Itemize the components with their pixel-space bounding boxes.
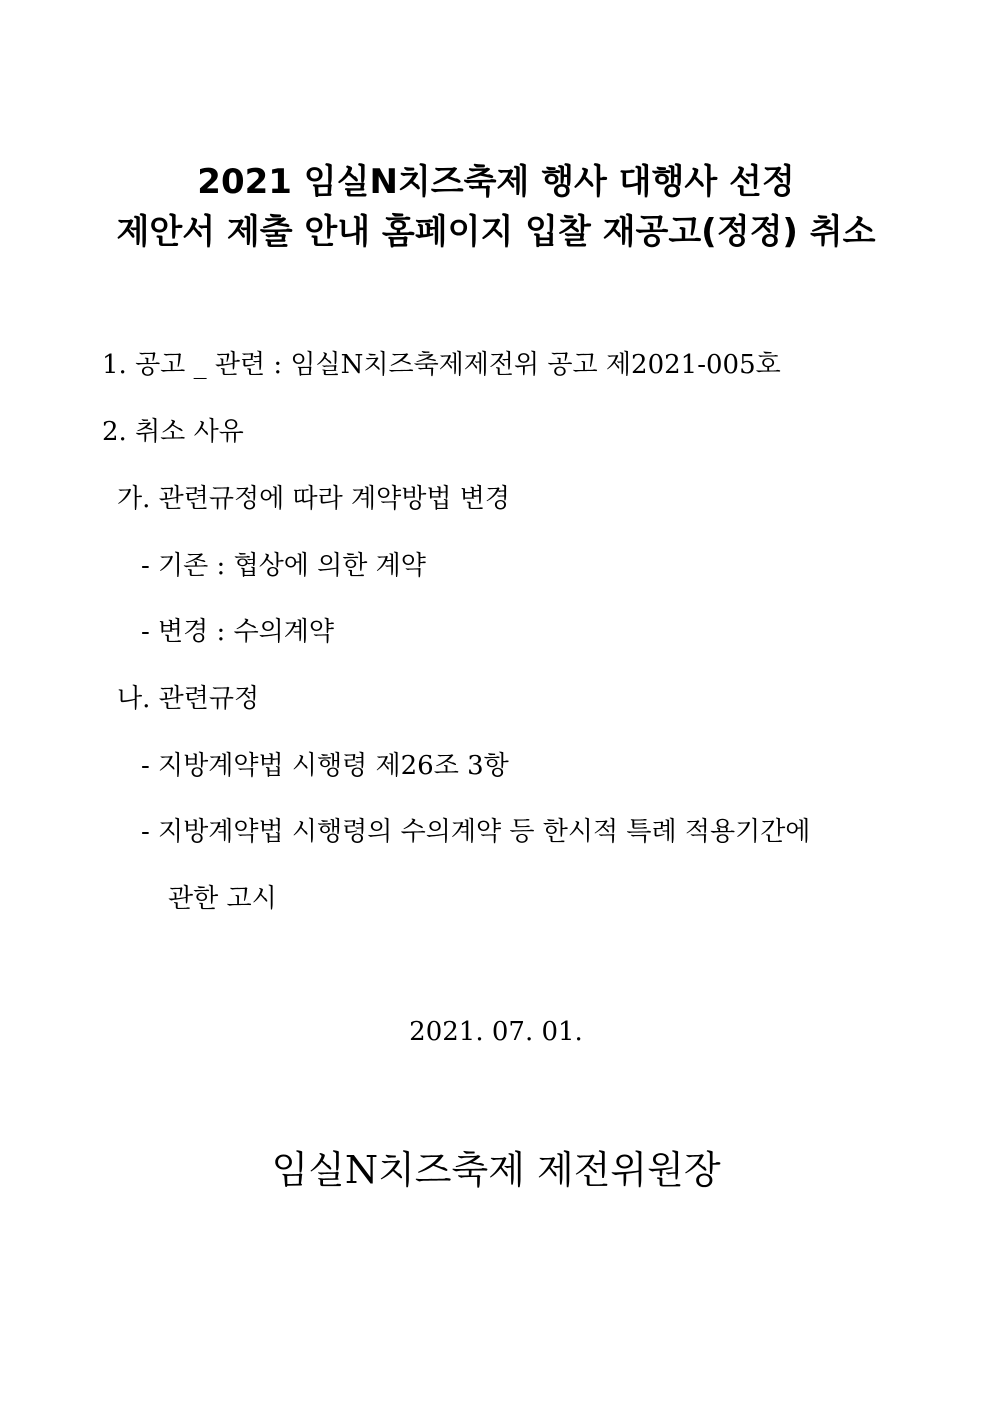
bullet-changed: - 변경 : 수의계약	[141, 617, 335, 647]
bullet-regulation-2: - 지방계약법 시행령의 수의계약 등 한시적 특례 적용기간에	[141, 817, 811, 847]
document-title-line2: 제안서 제출 안내 홈페이지 입찰 재공고(정정) 취소	[116, 212, 876, 252]
issuing-organization: 임실N치즈축제 제전위원장	[271, 1148, 721, 1192]
document-date: 2021. 07. 01.	[409, 1017, 583, 1047]
item-announcement-reference: 1. 공고 _ 관련 : 임실N치즈축제제전위 공고 제2021-005호	[102, 350, 781, 380]
bullet-regulation-1: - 지방계약법 시행령 제26조 3항	[141, 751, 509, 781]
item-cancel-reason-heading: 2. 취소 사유	[102, 417, 244, 447]
subitem-ga: 가. 관련규정에 따라 계약방법 변경	[117, 484, 510, 514]
bullet-existing: - 기존 : 협상에 의한 계약	[141, 551, 426, 581]
document-title-line1: 2021 임실N치즈축제 행사 대행사 선정	[197, 162, 795, 202]
subitem-na: 나. 관련규정	[117, 684, 260, 714]
bullet-regulation-2-continued: 관한 고시	[168, 884, 277, 914]
